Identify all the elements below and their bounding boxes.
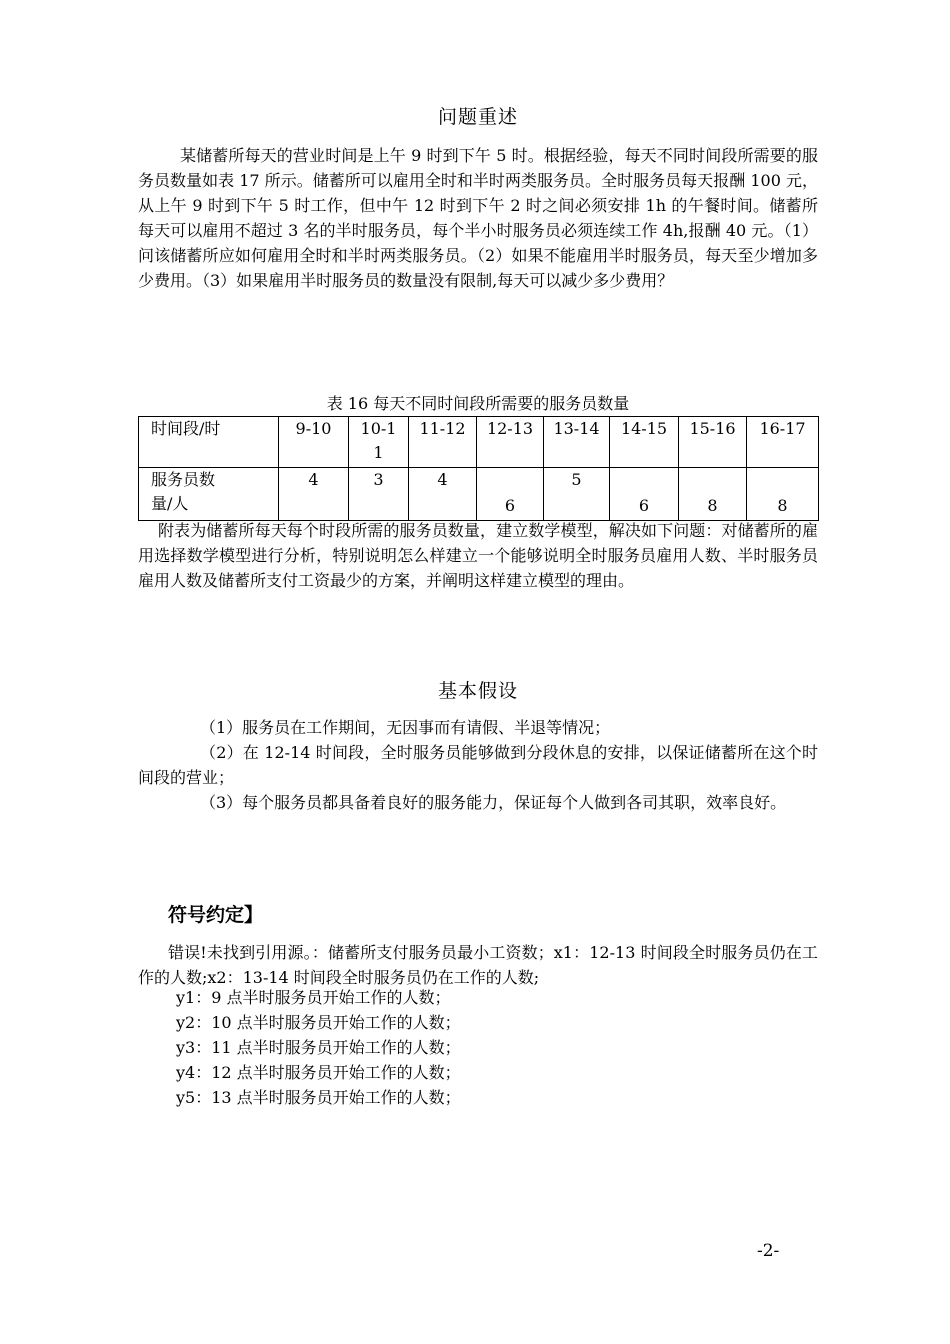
- table-cell-count: 8: [747, 468, 819, 521]
- table-cell-period: 9-10: [279, 417, 349, 468]
- symbols-intro: 错误!未找到引用源。：储蓄所支付服务员最小工资数；x1：12-13 时间段全时服务员仍在工作的人数;x2：13-14 时间段全时服务员仍在工作的人数;: [138, 943, 818, 987]
- assumptions-title: 基本假设: [437, 680, 518, 702]
- symbol-item: y2：10 点半时服务员开始工作的人数；: [176, 1013, 461, 1032]
- table-cell-period: [349, 417, 409, 468]
- symbol-item: y1：9 点半时服务员开始工作的人数；: [176, 988, 451, 1007]
- table-cell-label: 时间段/时: [139, 417, 279, 468]
- table-cell-period: 13-14: [544, 417, 610, 468]
- table-cell-period: 12-13: [477, 417, 544, 468]
- symbols-title: 符号约定】: [168, 904, 264, 926]
- table-row: [139, 417, 819, 468]
- table-caption: 表 16 每天不同时间段所需要的服务员数量: [326, 394, 630, 413]
- table-cell-text: 服务员数量/人: [151, 470, 216, 513]
- table-cell-label: [139, 468, 279, 521]
- symbol-item: y3：11 点半时服务员开始工作的人数；: [176, 1038, 461, 1057]
- problem-title: 问题重述: [437, 106, 518, 128]
- table-cell-count: 4: [279, 468, 349, 521]
- symbol-item: y4：12 点半时服务员开始工作的人数；: [176, 1063, 461, 1082]
- table-cell-count: 8: [679, 468, 747, 521]
- page-number: -2-: [757, 1241, 780, 1261]
- table-cell-period: 15-16: [679, 417, 747, 468]
- table-cell-count: 6: [477, 468, 544, 521]
- table-cell-count: 3: [349, 468, 409, 521]
- table-cell-period: 16-17: [747, 417, 819, 468]
- table-cell-text: 10-11: [360, 419, 397, 462]
- assumption-item: （1）服务员在工作期间，无因事而有请假、半退等情况；: [200, 718, 611, 737]
- table-cell-period: 14-15: [610, 417, 679, 468]
- problem-paragraph: 某储蓄所每天的营业时间是上午 9 时到下午 5 时。根据经验，每天不同时间段所需要的服务员数量如表 17 所示。储蓄所可以雇用全时和半时两类服务员。全时服务员每天报酬 100 元，从上午 9 时到下午 5 时工作，但中午 12 时到下午 2 时之间必须安排 1h 的午餐时间。储蓄所每天可以雇用不超过 3 名的半时服务员，每个半小时服务员必须连续工作 4h,报酬 40 元。（1）问该储蓄所应如何雇用全时和半时两类服务员。（2）如果不能雇用半时服务员，每天至少增加多少费用。（3）如果雇用半时服务员的数量没有限制,每天可以减少多少费用？: [138, 146, 818, 290]
- table-cell-period: 11-12: [409, 417, 477, 468]
- table-row: [139, 468, 819, 521]
- assumption-item: （2）在 12-14 时间段，全时服务员能够做到分段休息的安排，以保证储蓄所在这个时间段的营业；: [138, 743, 818, 787]
- table-cell-count: 6: [610, 468, 679, 521]
- staff-requirement-table: [138, 416, 819, 521]
- symbol-item: y5：13 点半时服务员开始工作的人数；: [176, 1088, 461, 1107]
- appendix-paragraph: 附表为储蓄所每天每个时段所需的服务员数量，建立数学模型，解决如下问题：对储蓄所的雇用选择数学模型进行分析，特别说明怎么样建立一个能够说明全时服务员雇用人数、半时服务员雇用人数及储蓄所支付工资最少的方案，并阐明这样建立模型的理由。: [138, 521, 818, 590]
- assumption-item: （3）每个服务员都具备着良好的服务能力，保证每个人做到各司其职，效率良好。: [200, 793, 787, 812]
- table-cell-count: 4: [409, 468, 477, 521]
- table-cell-count: 5: [544, 468, 610, 521]
